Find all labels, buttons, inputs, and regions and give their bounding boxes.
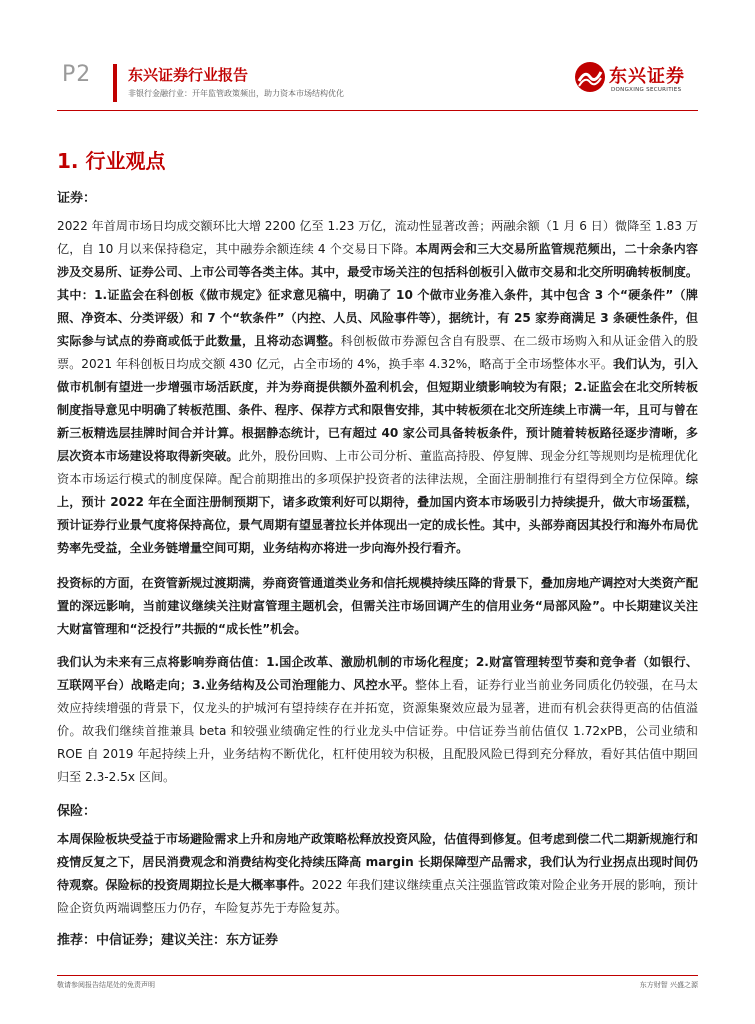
text-segment: 我们认为未来有三点将影响券商估值：1.国企改革、激励机制的市场化程度；2.财富管理转型节奏和竞争者（如银行、互联网平台）战略走向；3.业务结构及公司治理能力、风控水平。 [57, 655, 698, 692]
section-title: 1. 行业观点 [57, 149, 166, 173]
footer-slogan: 东方财智 兴盛之源 [639, 981, 698, 989]
text-segment: 2022 年我们建议继续重点关注强监管政策对险企业务开展的影响，预计险企资负两端调整压力仍存，车险复苏先于寿险复苏。 [57, 878, 698, 915]
footer-divider [57, 975, 698, 976]
securities-paragraph-2 [57, 572, 698, 641]
header-divider [57, 110, 698, 111]
securities-paragraph-3 [57, 651, 698, 789]
text-segment: 科创板做市券源包含自有股票、在二级市场购入和从证金借入的股票。2021 年科创板日均成交额 430 亿元，占全市场的 4%，换手率 4.32%，略高于全市场整体水平。 [57, 334, 698, 371]
report-subtitle: 非银行金融行业：开年监管政策频出，助力资本市场结构优化 [128, 89, 344, 98]
header-accent-bar [113, 64, 117, 102]
logo-mark-icon [573, 60, 607, 94]
text-segment: 我们认为，引入做市机制有望进一步增强市场活跃度，并为券商提供额外盈利机会，但短期业绩影响较为有限；2.证监会在北交所转板制度指导意见中明确了转板范围、条件、程序、保荐方式和限售安排，其中转板须在北交所连续上市满一年，且可与曾在新三板精选层挂牌时间合并计算。根据静态统计，已有超过 40 家公司具备转板条件，预计随着转板路径逐步清晰，多层次资本市场建设将取得新突破。 [57, 357, 698, 463]
recommendation-line: 推荐：中信证券；建议关注：东方证券 [57, 933, 279, 948]
logo-text-en: DONGXING SECURITIES [611, 87, 682, 93]
text-segment: 综上，预计 2022 年在全面注册制预期下，诸多政策利好可以期待，叠加国内资本市场吸引力持续提升，做大市场蛋糕，预计证券行业景气度将保持高位，景气周期有望显著拉长并体现出一定的成长性。其中，头部券商因其投行和海外布局优势率先受益，全业务链增量空间可期，业务结构亦将进一步向海外投行看齐。 [57, 472, 698, 555]
text-segment: 本周两会和三大交易所监管规范频出，二十余条内容涉及交易所、证券公司、上市公司等各类主体。其中，最受市场关注的包括科创板引入做市交易和北交所明确转板制度。其中：1.证监会在科创板《做市规定》征求意见稿中，明确了 10 个做市业务准入条件，其中包含 3 个“硬条件”（牌照、净资本、分类评级）和 7 个“软条件”（内控、人员、风险事件等），据统计，有 25 家券商满足 3 条硬性条件，但实际参与试点的券商或低于此数量，且将动态调整。 [57, 242, 698, 348]
securities-heading: 证券： [57, 191, 97, 206]
insurance-heading: 保险： [57, 804, 97, 819]
text-segment: 投资标的方面，在资管新规过渡期满，券商资管通道类业务和信托规模持续压降的背景下，叠加房地产调控对大类资产配置的深远影响，当前建议继续关注财富管理主题机会，但需关注市场回调产生的信用业务“局部风险”。中长期建议关注大财富管理和“泛投行”共振的“成长性”机会。 [57, 576, 698, 636]
insurance-paragraph-1 [57, 828, 698, 920]
text-segment: 此外，股份回购、上市公司分析、董监高持股、停复牌、现金分红等规则均是梳理优化资本市场运行模式的制度保障。配合前期推出的多项保护投资者的法律法规，全面注册制推行有望得到全方位保障。 [57, 449, 698, 486]
text-segment: 整体上看，证券行业当前业务同质化仍较强，在马太效应持续增强的背景下，仅龙头的护城河有望持续存在并拓宽，资源集聚效应最为显著，进而有机会获得更高的估值溢价。故我们继续首推兼具 beta 和较强业绩确定性的行业龙头中信证券。中信证券当前估值仅 1.72xPB，公司业绩和 ROE 自 2019 年起持续上升，业务结构不断优化，杠杆使用较为积极，且配股风险已得到充分释放，看好其估值中期回归至 2.3-2.5x 区间。 [57, 678, 698, 784]
main-content [57, 188, 698, 951]
page-header [0, 0, 755, 110]
report-title: 东兴证券行业报告 [128, 66, 249, 84]
logo-text-cn: 东兴证券 [609, 66, 685, 87]
text-segment: 2022 年首周市场日均成交额环比大增 2200 亿至 1.23 万亿，流动性显著改善；两融余额（1 月 6 日）微降至 1.83 万亿，自 10 月以来保持稳定，其中融券余额连续 4 个交易日下降。 [57, 219, 698, 256]
page-number: P2 [62, 62, 92, 87]
company-logo [573, 58, 698, 104]
text-segment: 本周保险板块受益于市场避险需求上升和房地产政策略松释放投资风险，估值得到修复。但考虑到偿二代二期新规施行和疫情反复之下，居民消费观念和消费结构变化持续压降高 margin 长期保障型产品需求，我们认为行业拐点出现时间仍待观察。保险标的投资周期拉长是大概率事件。 [57, 832, 698, 892]
footer-disclaimer: 敬请参阅报告结尾处的免责声明 [57, 981, 155, 989]
securities-paragraph-1 [57, 215, 698, 560]
